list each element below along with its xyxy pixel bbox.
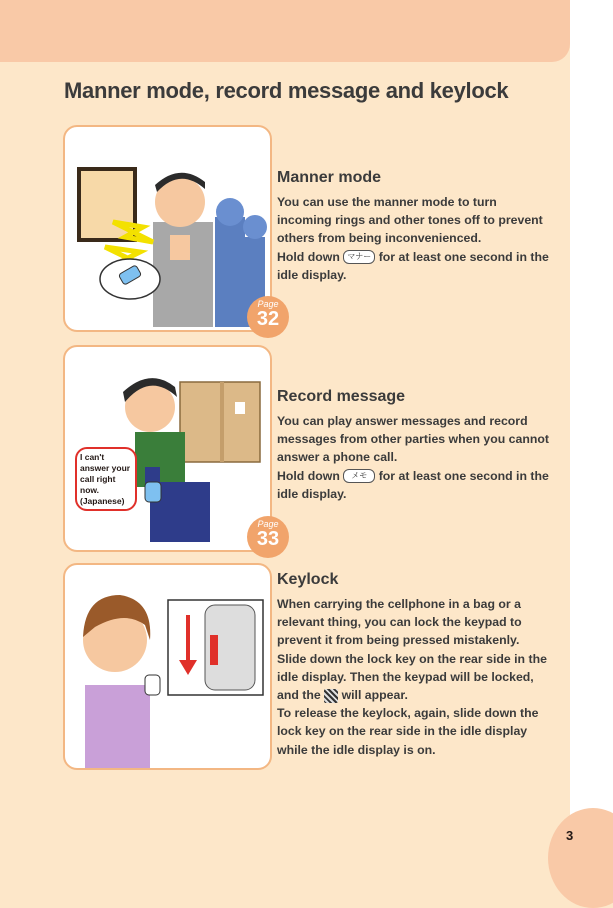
section-heading: Record message — [277, 388, 406, 405]
manner-mode-section — [277, 169, 552, 284]
keylock-icon — [324, 689, 338, 703]
keylock-illustration — [63, 563, 272, 770]
memo-key-icon: メモ — [343, 469, 375, 483]
section-body — [277, 412, 552, 503]
page-ref-number: 33 — [256, 528, 280, 550]
body-text: for at least one second in the idle display. — [277, 468, 549, 501]
page-ref-number: 32 — [256, 308, 280, 330]
section-body — [277, 193, 552, 284]
page-ref-badge-33[interactable] — [247, 516, 289, 558]
speech-callout: I can't answer your call right now. (Japanese) — [75, 447, 137, 511]
body-text: You can use the manner mode to turn incoming rings and other tones off to prevent others from being inconvenienced. — [277, 195, 543, 246]
section-heading: Keylock — [277, 571, 339, 588]
body-text: Slide down the lock key on the rear side in the idle display. Then the keypad will be locked, and the — [277, 651, 547, 703]
body-text: for at least one second in the idle display. — [277, 249, 549, 282]
manner-mode-illustration — [63, 125, 272, 332]
body-text: To release the keylock, again, slide down the lock key on the rear side in the idle display while the idle display is on. — [277, 706, 539, 757]
body-text: Hold down — [277, 468, 340, 483]
page-label: Page — [257, 519, 279, 529]
body-text: When carrying the cellphone in a bag or a relevant thing, you can lock the keypad to prevent it from being pressed mistakenly. — [277, 597, 522, 648]
margin-strip — [570, 0, 613, 868]
page-number-tab — [548, 808, 613, 908]
body-text: You can play answer messages and record messages from other parties when you cannot answer a phone call. — [277, 414, 549, 465]
page-number: 3 — [566, 828, 574, 843]
body-text: will appear. — [341, 688, 408, 703]
section-heading: Manner mode — [277, 169, 382, 186]
record-message-section — [277, 388, 552, 503]
manner-key-icon: マナー — [343, 250, 375, 264]
page-label: Page — [257, 299, 279, 309]
page-ref-badge-32[interactable] — [247, 296, 289, 338]
section-body — [277, 595, 552, 759]
header-band — [0, 0, 570, 62]
body-text: Hold down — [277, 249, 340, 264]
keylock-section — [277, 571, 552, 759]
page-title: Manner mode, record message and keylock — [64, 78, 509, 103]
